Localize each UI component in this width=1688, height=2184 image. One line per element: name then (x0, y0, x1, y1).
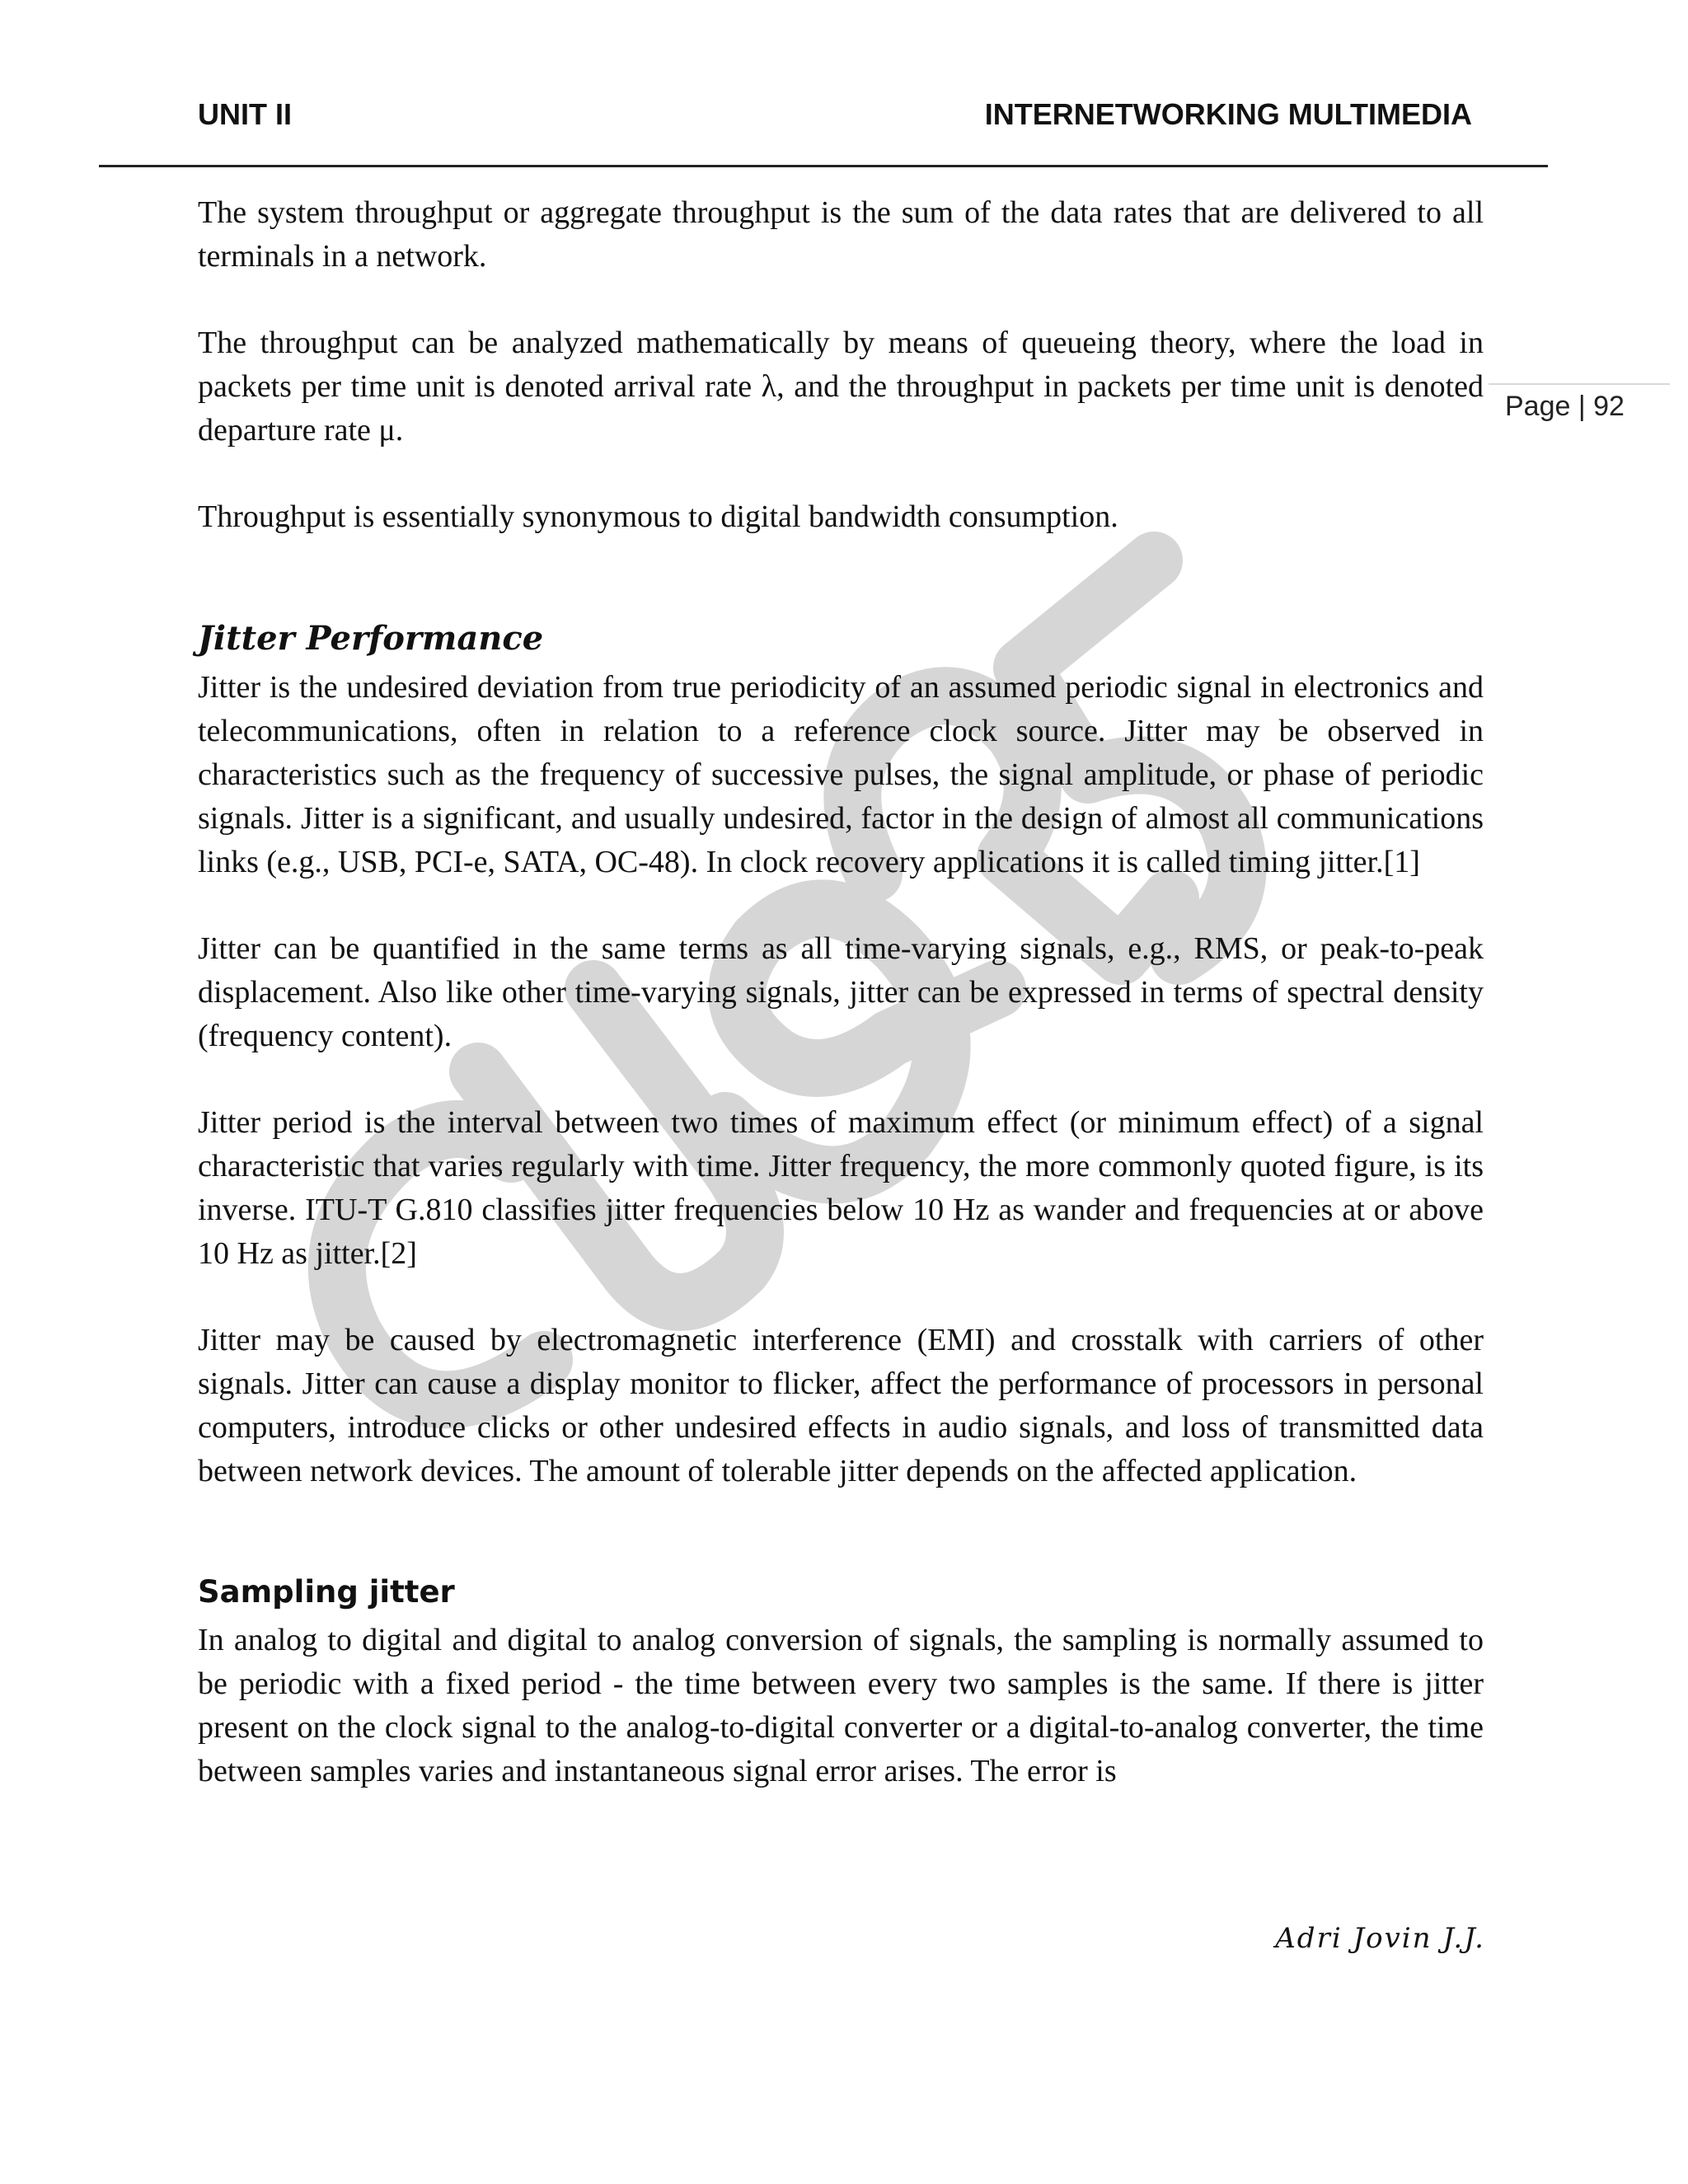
page-number-divider (1489, 383, 1670, 385)
paragraph-bandwidth-consumption: Throughput is essentially synonymous to digital bandwidth consumption. (198, 499, 1118, 534)
header-unit: UNIT II (198, 97, 292, 131)
page-body (198, 191, 1484, 1793)
paragraph-jitter-causes: Jitter may be caused by electromagnetic interference (EMI) and crosstalk with carriers of other signals. Jitter can cause a display monitor to flicker, affect the performance of processors in personal computers, introduce clicks or other undesired effects in audio signals, and loss of transmitted data between network devices. The amount of tolerable jitter depends on the affected application. (198, 1323, 1484, 1488)
paragraph-aggregate-throughput: The system throughput or aggregate throughput is the sum of the data rates that are delivered to all terminals in a network. (198, 195, 1484, 274)
paragraph-jitter-quantified: Jitter can be quantified in the same terms as all time-varying signals, e.g., RMS, or peak-to-peak displacement. Also like other time-varying signals, jitter can be expressed in terms of spectral density (frequency content). (198, 931, 1484, 1053)
header-divider (99, 165, 1548, 167)
heading-sampling-jitter: Sampling jitter (198, 1574, 455, 1610)
paragraph-jitter-period: Jitter period is the interval between two times of maximum effect (or minimum effect) of a signal characteristic that varies regularly with time. Jitter frequency, the more commonly quoted figure, is its inverse. ITU-T G.810 classifies jitter frequencies below 10 Hz as wander and frequencies at or above 10 Hz as jitter.[2] (198, 1105, 1484, 1271)
heading-jitter-performance: Jitter Performance (198, 619, 544, 658)
paragraph-queueing-theory: The throughput can be analyzed mathematically by means of queueing theory, where the load in packets per time unit is denoted arrival rate λ, and the throughput in packets per time unit is denoted departure rate μ. (198, 326, 1484, 448)
paragraph-jitter-definition: Jitter is the undesired deviation from true periodicity of an assumed periodic signal in electronics and telecommunications, often in relation to a reference clock source. Jitter may be observed in characteristics such as the frequency of successive pulses, the signal amplitude, or phase of periodic signals. Jitter is a significant, and usually undesired, factor in the design of almost all communications links (e.g., USB, PCI-e, SATA, OC-48). In clock recovery applications it is called timing jitter.[1] (198, 670, 1484, 879)
page-number: Page | 92 (1505, 391, 1625, 422)
header-title: INTERNETWORKING MULTIMEDIA (984, 97, 1472, 131)
author-signature: Adri Jovin J.J. (1275, 1922, 1485, 1955)
paragraph-sampling-jitter: In analog to digital and digital to analog conversion of signals, the sampling is normally assumed to be periodic with a fixed period - the time between every two samples is the same. If there is jitter present on the clock signal to the analog-to-digital converter or a digital-to-analog converter, the time between samples varies and instantaneous signal error arises. The error is (198, 1623, 1484, 1788)
